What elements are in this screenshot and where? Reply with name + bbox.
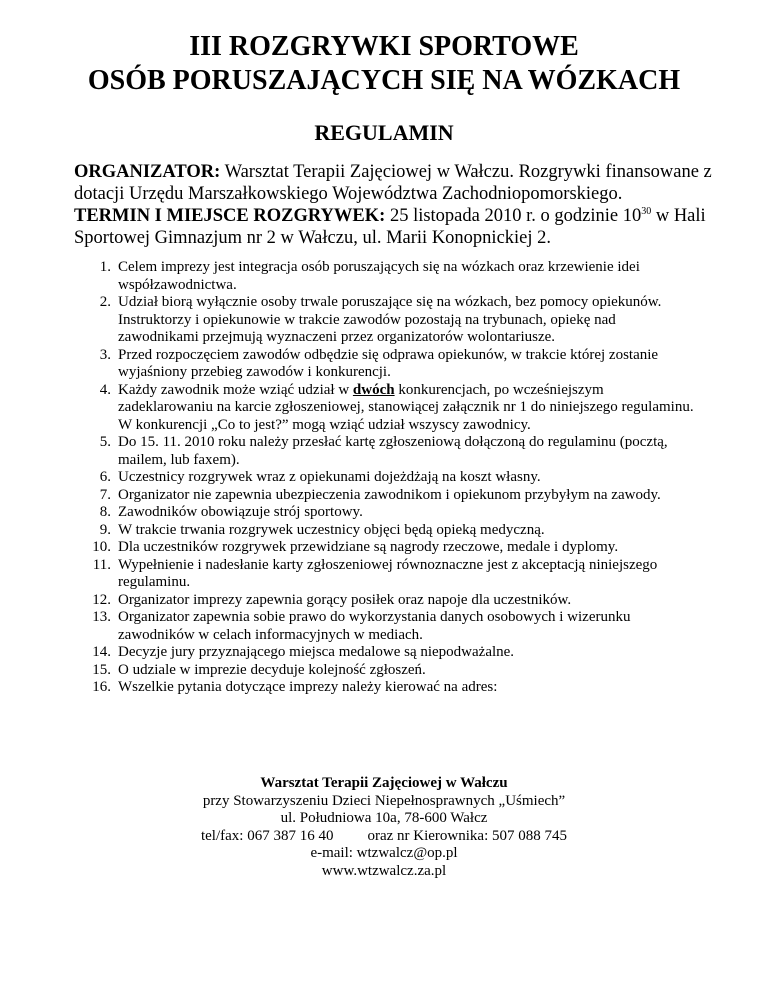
title-line-1: III ROZGRYWKI SPORTOWE (189, 31, 579, 62)
term-time-superscript: 30 (641, 205, 652, 217)
rule-text-before: Każdy zawodnik może wziąć udział w (118, 381, 353, 398)
rule-text: Dla uczestników rozgrywek przewidziane są nagrody rzeczowe, medale i dyplomy. (118, 539, 619, 555)
rule-number: 1. (99, 259, 111, 275)
rule-text: Organizator zapewnia sobie prawo do wykorzystania danych osobowych i wizerunku zawodników w celach informacyjnych w mediach. (118, 609, 631, 643)
rule-number: 2. (99, 294, 111, 310)
organizer-label: ORGANIZATOR: (74, 162, 221, 182)
rule-item (74, 609, 694, 644)
rule-text: Wypełnienie i nadesłanie karty zgłoszeniowej równoznaczne jest z akceptacją niniejszego regulaminu. (118, 556, 658, 590)
rule-text: Do 15. 11. 2010 roku należy przesłać kartę zgłoszeniową dołączoną do regulaminu (pocztą, mailem, lub faxem). (118, 434, 668, 468)
intro-section (74, 161, 714, 249)
subtitle-regulamin: REGULAMIN (314, 120, 454, 145)
rule-item (74, 487, 694, 505)
rule-text: Udział biorą wyłącznie osoby trwale poruszające się na wózkach, bez pomocy opiekunów. Instruktorzy i opiekunowie w trakcie zawodów pozostają na trybunach, opiekę nad zawodnikami przejmują wyznaczeni przez organizatorów wolontariusze. (118, 294, 662, 345)
rule-item (74, 469, 694, 487)
rule-item (74, 539, 694, 557)
rule-text: Uczestnicy rozgrywek wraz z opiekunami dojeżdżają na koszt własny. (118, 469, 541, 485)
rule-text: Organizator nie zapewnia ubezpieczenia zawodnikom i opiekunom przybyłym na zawody. (118, 486, 661, 503)
rule-item (74, 522, 694, 540)
rule-number: 10. (92, 539, 111, 555)
rule-item (74, 557, 694, 592)
rule-number: 15. (92, 661, 111, 678)
footer-website: www.wtzwalcz.za.pl (321, 862, 447, 879)
rule-text: Celem imprezy jest integracja osób poruszających się na wózkach oraz krzewienie idei współzawodnictwa. (118, 259, 640, 293)
term-text-after: w Hali Sportowej Gimnazjum nr 2 w Wałczu, ul. Marii Konopnickiej 2. (74, 206, 706, 248)
rule-text: Wszelkie pytania dotyczące imprezy należy kierować na adres: (118, 679, 498, 695)
term-paragraph (74, 205, 714, 249)
rule-text: W trakcie trwania rozgrywek uczestnicy objęci będą opieką medyczną. (118, 521, 545, 538)
rule-text: Zawodników obowiązuje strój sportowy. (118, 504, 363, 520)
footer-email: e-mail: wtzwalcz@op.pl (310, 845, 458, 861)
rule-item (74, 294, 694, 347)
rule-text: Decyzje jury przyznającego miejsca medalowe są niepodważalne. (118, 644, 515, 660)
rule-item (74, 434, 694, 469)
footer-manager-phone: oraz nr Kierownika: 507 088 745 (367, 827, 568, 844)
rule-number: 16. (92, 679, 111, 695)
rule-number: 11. (92, 556, 111, 573)
rule-number: 14. (92, 644, 111, 660)
rule-number: 7. (99, 486, 111, 503)
rule-item (74, 259, 694, 294)
rule-number: 3. (99, 346, 111, 363)
rule-text: Przed rozpoczęciem zawodów odbędzie się odprawa opiekunów, w trakcie której zostanie wyjaśniony przebieg zawodów i konkurencji. (118, 346, 659, 380)
rule-item (74, 679, 694, 697)
organizer-paragraph (74, 161, 714, 205)
footer-org-name: Warsztat Terapii Zajęciowej w Wałczu (260, 775, 508, 791)
rules-list (74, 259, 694, 697)
rule-item (74, 382, 694, 435)
rule-text-after: konkurencjach, po wcześniejszym zadeklarowaniu na karcie zgłoszeniowej, stanowiącej załącznik nr 1 do niniejszego regulaminu. W konkurencji „Co to jest?” mogą wziąć udział wszyscy zawodnicy. (118, 381, 694, 433)
footer-association: przy Stowarzyszeniu Dzieci Niepełnosprawnych „Uśmiech” (202, 792, 566, 809)
rule-number: 5. (99, 434, 111, 450)
footer-address: ul. Południowa 10a, 78-600 Wałcz (280, 810, 488, 826)
rule-number: 12. (92, 591, 111, 608)
rule-text: Organizator imprezy zapewnia gorący posiłek oraz napoje dla uczestników. (118, 591, 572, 608)
rule-text: O udziale w imprezie decyduje kolejność zgłoszeń. (118, 661, 426, 678)
rule-item (74, 662, 694, 680)
contact-footer (0, 775, 768, 880)
rule-item (74, 347, 694, 382)
rule-number: 9. (99, 521, 111, 538)
term-label: TERMIN I MIEJSCE ROZGRYWEK: (74, 206, 386, 226)
footer-telfax: tel/fax: 067 387 16 40 (200, 827, 334, 844)
rule-number: 13. (92, 609, 111, 625)
rule-item (74, 644, 694, 662)
rule-emphasis-dwoch: dwóch (352, 381, 395, 398)
rule-number: 8. (99, 504, 111, 520)
rule-item (74, 504, 694, 522)
rule-number: 6. (99, 469, 111, 485)
term-text-before: 25 listopada 2010 r. o godzinie 10 (385, 206, 642, 226)
organizer-text: Warsztat Terapii Zajęciowej w Wałczu. Rozgrywki finansowane z dotacji Urzędu Marszałkowskiego Województwa Zachodniopomorskiego. (74, 162, 712, 204)
title-line-2: OSÓB PORUSZAJĄCYCH SIĘ NA WÓZKACH (87, 65, 681, 96)
rule-number: 4. (99, 381, 111, 398)
footer-phones (0, 828, 768, 846)
rule-item (74, 592, 694, 610)
